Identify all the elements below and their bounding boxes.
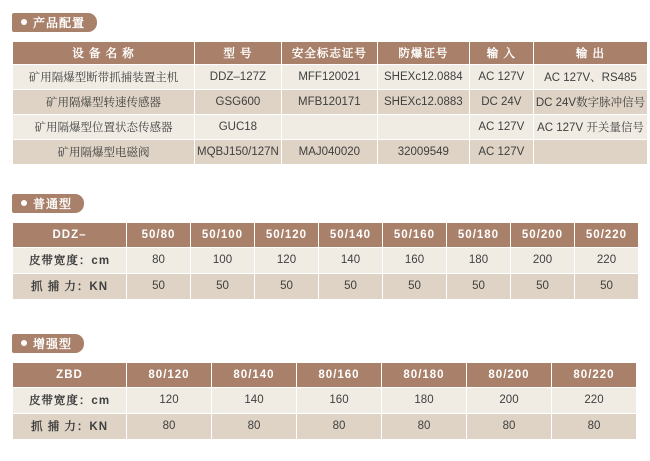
section-header-enhanced-type — [12, 333, 637, 353]
enhanced-type-table — [12, 362, 637, 440]
column-header-model: 80/200 — [467, 362, 552, 387]
section-title-pill — [12, 13, 97, 32]
section-enhanced-type — [12, 333, 637, 440]
cell-belt-width: 100 — [191, 247, 255, 273]
section-standard-type — [12, 193, 639, 300]
table-row — [13, 139, 648, 164]
column-header-model: 50/80 — [127, 222, 191, 247]
cell-catch-force: 80 — [297, 413, 382, 439]
cell-input: DC 24V — [469, 89, 533, 114]
cell-safety-cert — [281, 114, 377, 139]
table-row — [13, 89, 648, 114]
cell-device-name: 矿用隔爆型位置状态传感器 — [13, 114, 195, 139]
cell-belt-width: 200 — [467, 387, 552, 413]
standard-type-table — [12, 222, 639, 300]
column-header-model: 50/100 — [191, 222, 255, 247]
cell-model: DDZ–127Z — [195, 64, 282, 89]
column-header: 输 入 — [469, 41, 533, 64]
product-config-table — [12, 41, 648, 165]
cell-output: AC 127V、RS485 — [533, 64, 647, 89]
cell-safety-cert: MAJ040020 — [281, 139, 377, 164]
column-header-model: 80/160 — [297, 362, 382, 387]
cell-device-name: 矿用隔爆型断带抓捕装置主机 — [13, 64, 195, 89]
table-row — [13, 64, 648, 89]
cell-ex-cert — [377, 114, 469, 139]
cell-belt-width: 200 — [511, 247, 575, 273]
cell-belt-width: 160 — [383, 247, 447, 273]
section-header-standard-type — [12, 193, 639, 213]
table-header-row — [13, 41, 648, 64]
cell-device-name: 矿用隔爆型电磁阀 — [13, 139, 195, 164]
row-label-model: ZBD — [13, 362, 127, 387]
row-label-belt-width: 皮带宽度：cm — [13, 387, 127, 413]
cell-catch-force: 50 — [127, 273, 191, 299]
cell-catch-force: 50 — [319, 273, 383, 299]
cell-belt-width: 220 — [575, 247, 639, 273]
column-header-model: 50/140 — [319, 222, 383, 247]
section-product-config — [12, 12, 648, 165]
cell-belt-width: 80 — [127, 247, 191, 273]
cell-belt-width: 120 — [127, 387, 212, 413]
cell-belt-width: 180 — [447, 247, 511, 273]
cell-model: GSG600 — [195, 89, 282, 114]
section-header-product-config — [12, 12, 648, 32]
cell-catch-force: 50 — [575, 273, 639, 299]
cell-model: MQBJ150/127N — [195, 139, 282, 164]
cell-safety-cert: MFF120021 — [281, 64, 377, 89]
table-header-row — [13, 362, 637, 387]
column-header-model: 80/180 — [382, 362, 467, 387]
cell-belt-width: 180 — [382, 387, 467, 413]
cell-catch-force: 80 — [212, 413, 297, 439]
table-row-catch-force — [13, 273, 639, 299]
section-title-text: 产品配置 — [33, 15, 86, 30]
cell-output: AC 127V 开关量信号 — [533, 114, 647, 139]
cell-catch-force: 50 — [191, 273, 255, 299]
cell-input: AC 127V — [469, 139, 533, 164]
table-row-belt-width — [13, 387, 637, 413]
column-header-model: 50/200 — [511, 222, 575, 247]
cell-catch-force: 80 — [467, 413, 552, 439]
row-label-catch-force: 抓 捕 力：KN — [13, 273, 127, 299]
bullet-dot-icon — [21, 200, 27, 206]
cell-output — [533, 139, 647, 164]
column-header: 安全标志证号 — [281, 41, 377, 64]
cell-belt-width: 160 — [297, 387, 382, 413]
cell-catch-force: 50 — [383, 273, 447, 299]
cell-catch-force: 50 — [447, 273, 511, 299]
cell-output: DC 24V数字脉冲信号 — [533, 89, 647, 114]
cell-belt-width: 220 — [552, 387, 637, 413]
cell-ex-cert: 32009549 — [377, 139, 469, 164]
column-header-model: 80/220 — [552, 362, 637, 387]
cell-catch-force: 80 — [552, 413, 637, 439]
column-header: 型 号 — [195, 41, 282, 64]
section-title-text: 普通型 — [33, 196, 73, 211]
column-header: 设 备 名 称 — [13, 41, 195, 64]
section-title-pill — [12, 334, 84, 353]
row-label-belt-width: 皮带宽度：cm — [13, 247, 127, 273]
cell-catch-force: 50 — [255, 273, 319, 299]
cell-input: AC 127V — [469, 64, 533, 89]
cell-device-name: 矿用隔爆型转速传感器 — [13, 89, 195, 114]
column-header-model: 80/120 — [127, 362, 212, 387]
column-header-model: 80/140 — [212, 362, 297, 387]
column-header-model: 50/120 — [255, 222, 319, 247]
column-header-model: 50/160 — [383, 222, 447, 247]
cell-belt-width: 140 — [319, 247, 383, 273]
table-row-belt-width — [13, 247, 639, 273]
cell-catch-force: 80 — [127, 413, 212, 439]
section-title-pill — [12, 194, 84, 213]
bullet-dot-icon — [21, 19, 27, 25]
column-header: 防爆证号 — [377, 41, 469, 64]
cell-ex-cert: SHEXc12.0884 — [377, 64, 469, 89]
cell-input: AC 127V — [469, 114, 533, 139]
row-label-catch-force: 抓 捕 力：KN — [13, 413, 127, 439]
column-header: 输 出 — [533, 41, 647, 64]
bullet-dot-icon — [21, 340, 27, 346]
cell-catch-force: 80 — [382, 413, 467, 439]
row-label-model: DDZ– — [13, 222, 127, 247]
column-header-model: 50/180 — [447, 222, 511, 247]
section-title-text: 增强型 — [33, 336, 73, 351]
table-row-catch-force — [13, 413, 637, 439]
cell-safety-cert: MFB120171 — [281, 89, 377, 114]
cell-ex-cert: SHEXc12.0883 — [377, 89, 469, 114]
cell-belt-width: 120 — [255, 247, 319, 273]
table-row — [13, 114, 648, 139]
table-header-row — [13, 222, 639, 247]
cell-catch-force: 50 — [511, 273, 575, 299]
cell-belt-width: 140 — [212, 387, 297, 413]
cell-model: GUC18 — [195, 114, 282, 139]
column-header-model: 50/220 — [575, 222, 639, 247]
